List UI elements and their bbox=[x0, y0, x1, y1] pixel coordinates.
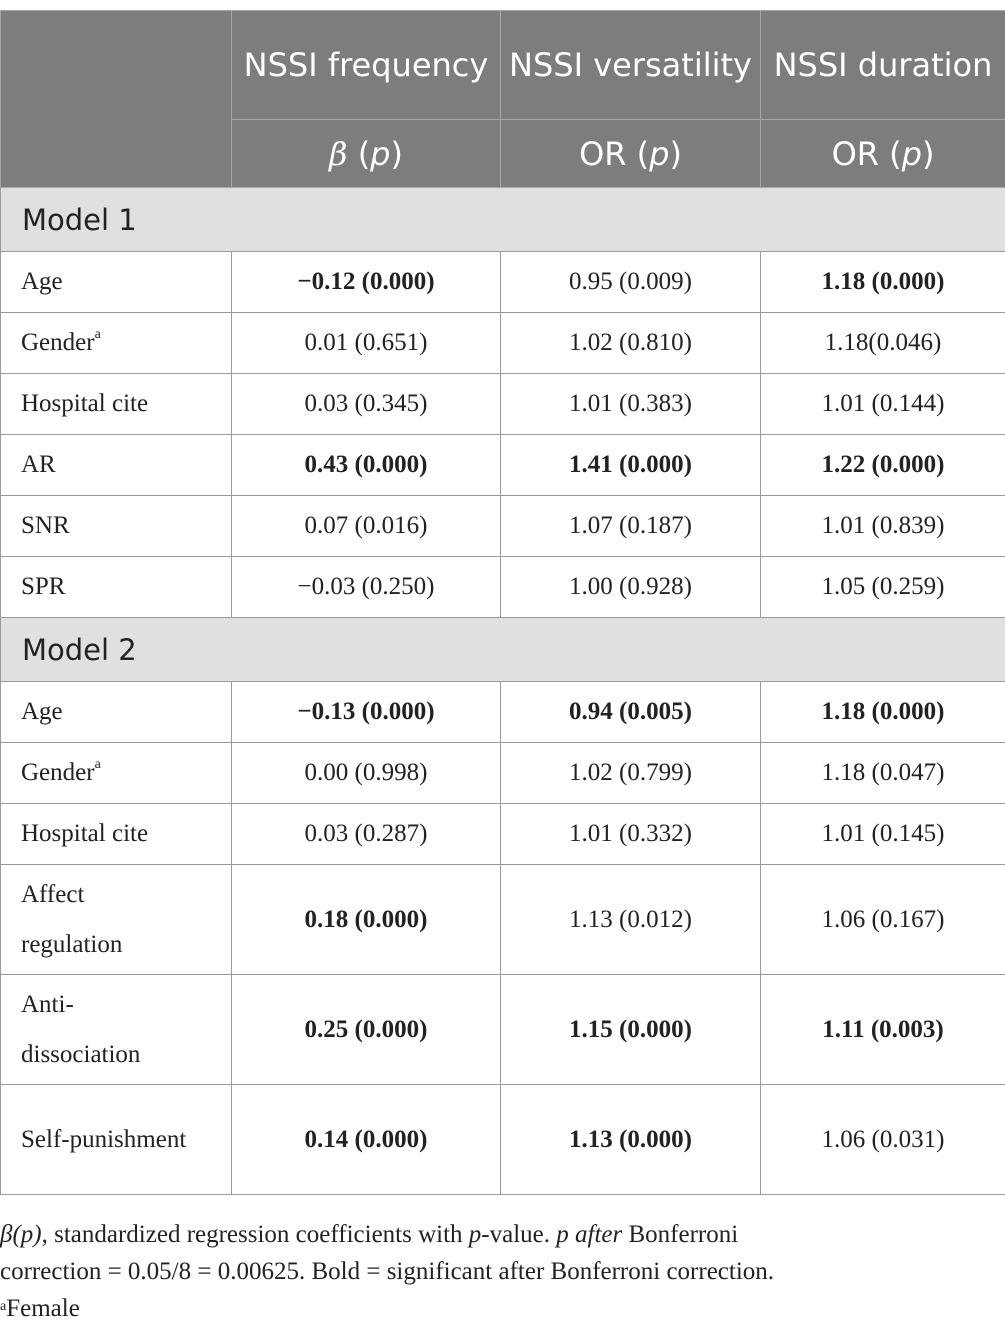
cell-value: 1.11 (0.003) bbox=[761, 975, 1005, 1085]
subheader-beta-p: β (p) bbox=[232, 120, 501, 188]
cell-value: −0.12 (0.000) bbox=[232, 252, 501, 313]
cell-value: 1.02 (0.799) bbox=[501, 743, 761, 804]
cell-value: 1.18 (0.047) bbox=[761, 743, 1005, 804]
header-nssi-duration: NSSI duration bbox=[761, 11, 1005, 120]
cell-value: 1.22 (0.000) bbox=[761, 435, 1005, 496]
table-row bbox=[1, 1085, 1005, 1195]
cell-value: 1.00 (0.928) bbox=[501, 557, 761, 618]
row-label: SPR bbox=[1, 557, 232, 618]
footnote-line-1: β(p), standardized regression coefficients with p-value. p after Bonferroni bbox=[0, 1221, 739, 1248]
cell-value: 0.14 (0.000) bbox=[232, 1085, 501, 1195]
cell-value: 1.18(0.046) bbox=[761, 313, 1005, 374]
cell-value: 0.95 (0.009) bbox=[501, 252, 761, 313]
subheader-or-p-versatility: OR (p) bbox=[501, 120, 761, 188]
header-nssi-versatility: NSSI versatility bbox=[501, 11, 761, 120]
cell-value: 1.02 (0.810) bbox=[501, 313, 761, 374]
table-row bbox=[1, 374, 1005, 435]
cell-value: 1.13 (0.012) bbox=[501, 865, 761, 975]
table-row bbox=[1, 313, 1005, 374]
row-label: Gender$^a$ bbox=[1, 313, 232, 374]
row-label: Hospital cite bbox=[1, 804, 232, 865]
table-row bbox=[1, 975, 1005, 1085]
cell-value: 1.06 (0.167) bbox=[761, 865, 1005, 975]
cell-value: 1.41 (0.000) bbox=[501, 435, 761, 496]
cell-value: 1.01 (0.144) bbox=[761, 374, 1005, 435]
cell-value: 1.01 (0.383) bbox=[501, 374, 761, 435]
row-label: Gender$^a$ bbox=[1, 743, 232, 804]
cell-value: 1.05 (0.259) bbox=[761, 557, 1005, 618]
cell-value: 1.01 (0.145) bbox=[761, 804, 1005, 865]
cell-value: −0.03 (0.250) bbox=[232, 557, 501, 618]
row-label: Age bbox=[1, 252, 232, 313]
table-footnote bbox=[0, 1216, 1005, 1327]
row-label: Age bbox=[1, 682, 232, 743]
table-row bbox=[1, 557, 1005, 618]
cell-value: 0.00 (0.998) bbox=[232, 743, 501, 804]
cell-value: 1.01 (0.839) bbox=[761, 496, 1005, 557]
footnote-female: $^a$Female bbox=[0, 1295, 80, 1322]
table-row bbox=[1, 743, 1005, 804]
table-row bbox=[1, 804, 1005, 865]
table-row bbox=[1, 435, 1005, 496]
cell-value: 1.15 (0.000) bbox=[501, 975, 761, 1085]
table-row bbox=[1, 496, 1005, 557]
cell-value: 0.07 (0.016) bbox=[232, 496, 501, 557]
row-label: Hospital cite bbox=[1, 374, 232, 435]
footnote-line-2: correction = 0.05/8 = 0.00625. Bold = significant after Bonferroni correction. bbox=[0, 1258, 775, 1285]
cell-value: 1.18 (0.000) bbox=[761, 252, 1005, 313]
cell-value: 0.03 (0.345) bbox=[232, 374, 501, 435]
cell-value: 0.25 (0.000) bbox=[232, 975, 501, 1085]
table-row bbox=[1, 865, 1005, 975]
cell-value: 1.13 (0.000) bbox=[501, 1085, 761, 1195]
cell-value: 0.01 (0.651) bbox=[232, 313, 501, 374]
row-label: Anti-dissociation bbox=[1, 975, 232, 1085]
header-nssi-frequency: NSSI frequency bbox=[232, 11, 501, 120]
cell-value: −0.13 (0.000) bbox=[232, 682, 501, 743]
model1-heading: Model 1 bbox=[1, 188, 1005, 252]
row-label: Self-punishment bbox=[1, 1085, 232, 1195]
row-label: SNR bbox=[1, 496, 232, 557]
cell-value: 1.07 (0.187) bbox=[501, 496, 761, 557]
results-table bbox=[0, 10, 1005, 1195]
row-label: AR bbox=[1, 435, 232, 496]
cell-value: 1.06 (0.031) bbox=[761, 1085, 1005, 1195]
cell-value: 0.18 (0.000) bbox=[232, 865, 501, 975]
cell-value: 0.94 (0.005) bbox=[501, 682, 761, 743]
cell-value: 1.01 (0.332) bbox=[501, 804, 761, 865]
cell-value: 0.43 (0.000) bbox=[232, 435, 501, 496]
header-empty-cell bbox=[1, 11, 232, 188]
cell-value: 1.18 (0.000) bbox=[761, 682, 1005, 743]
table-row bbox=[1, 682, 1005, 743]
table-row bbox=[1, 252, 1005, 313]
model2-heading: Model 2 bbox=[1, 618, 1005, 682]
subheader-or-p-duration: OR (p) bbox=[761, 120, 1005, 188]
row-label: Affect regulation bbox=[1, 865, 232, 975]
cell-value: 0.03 (0.287) bbox=[232, 804, 501, 865]
